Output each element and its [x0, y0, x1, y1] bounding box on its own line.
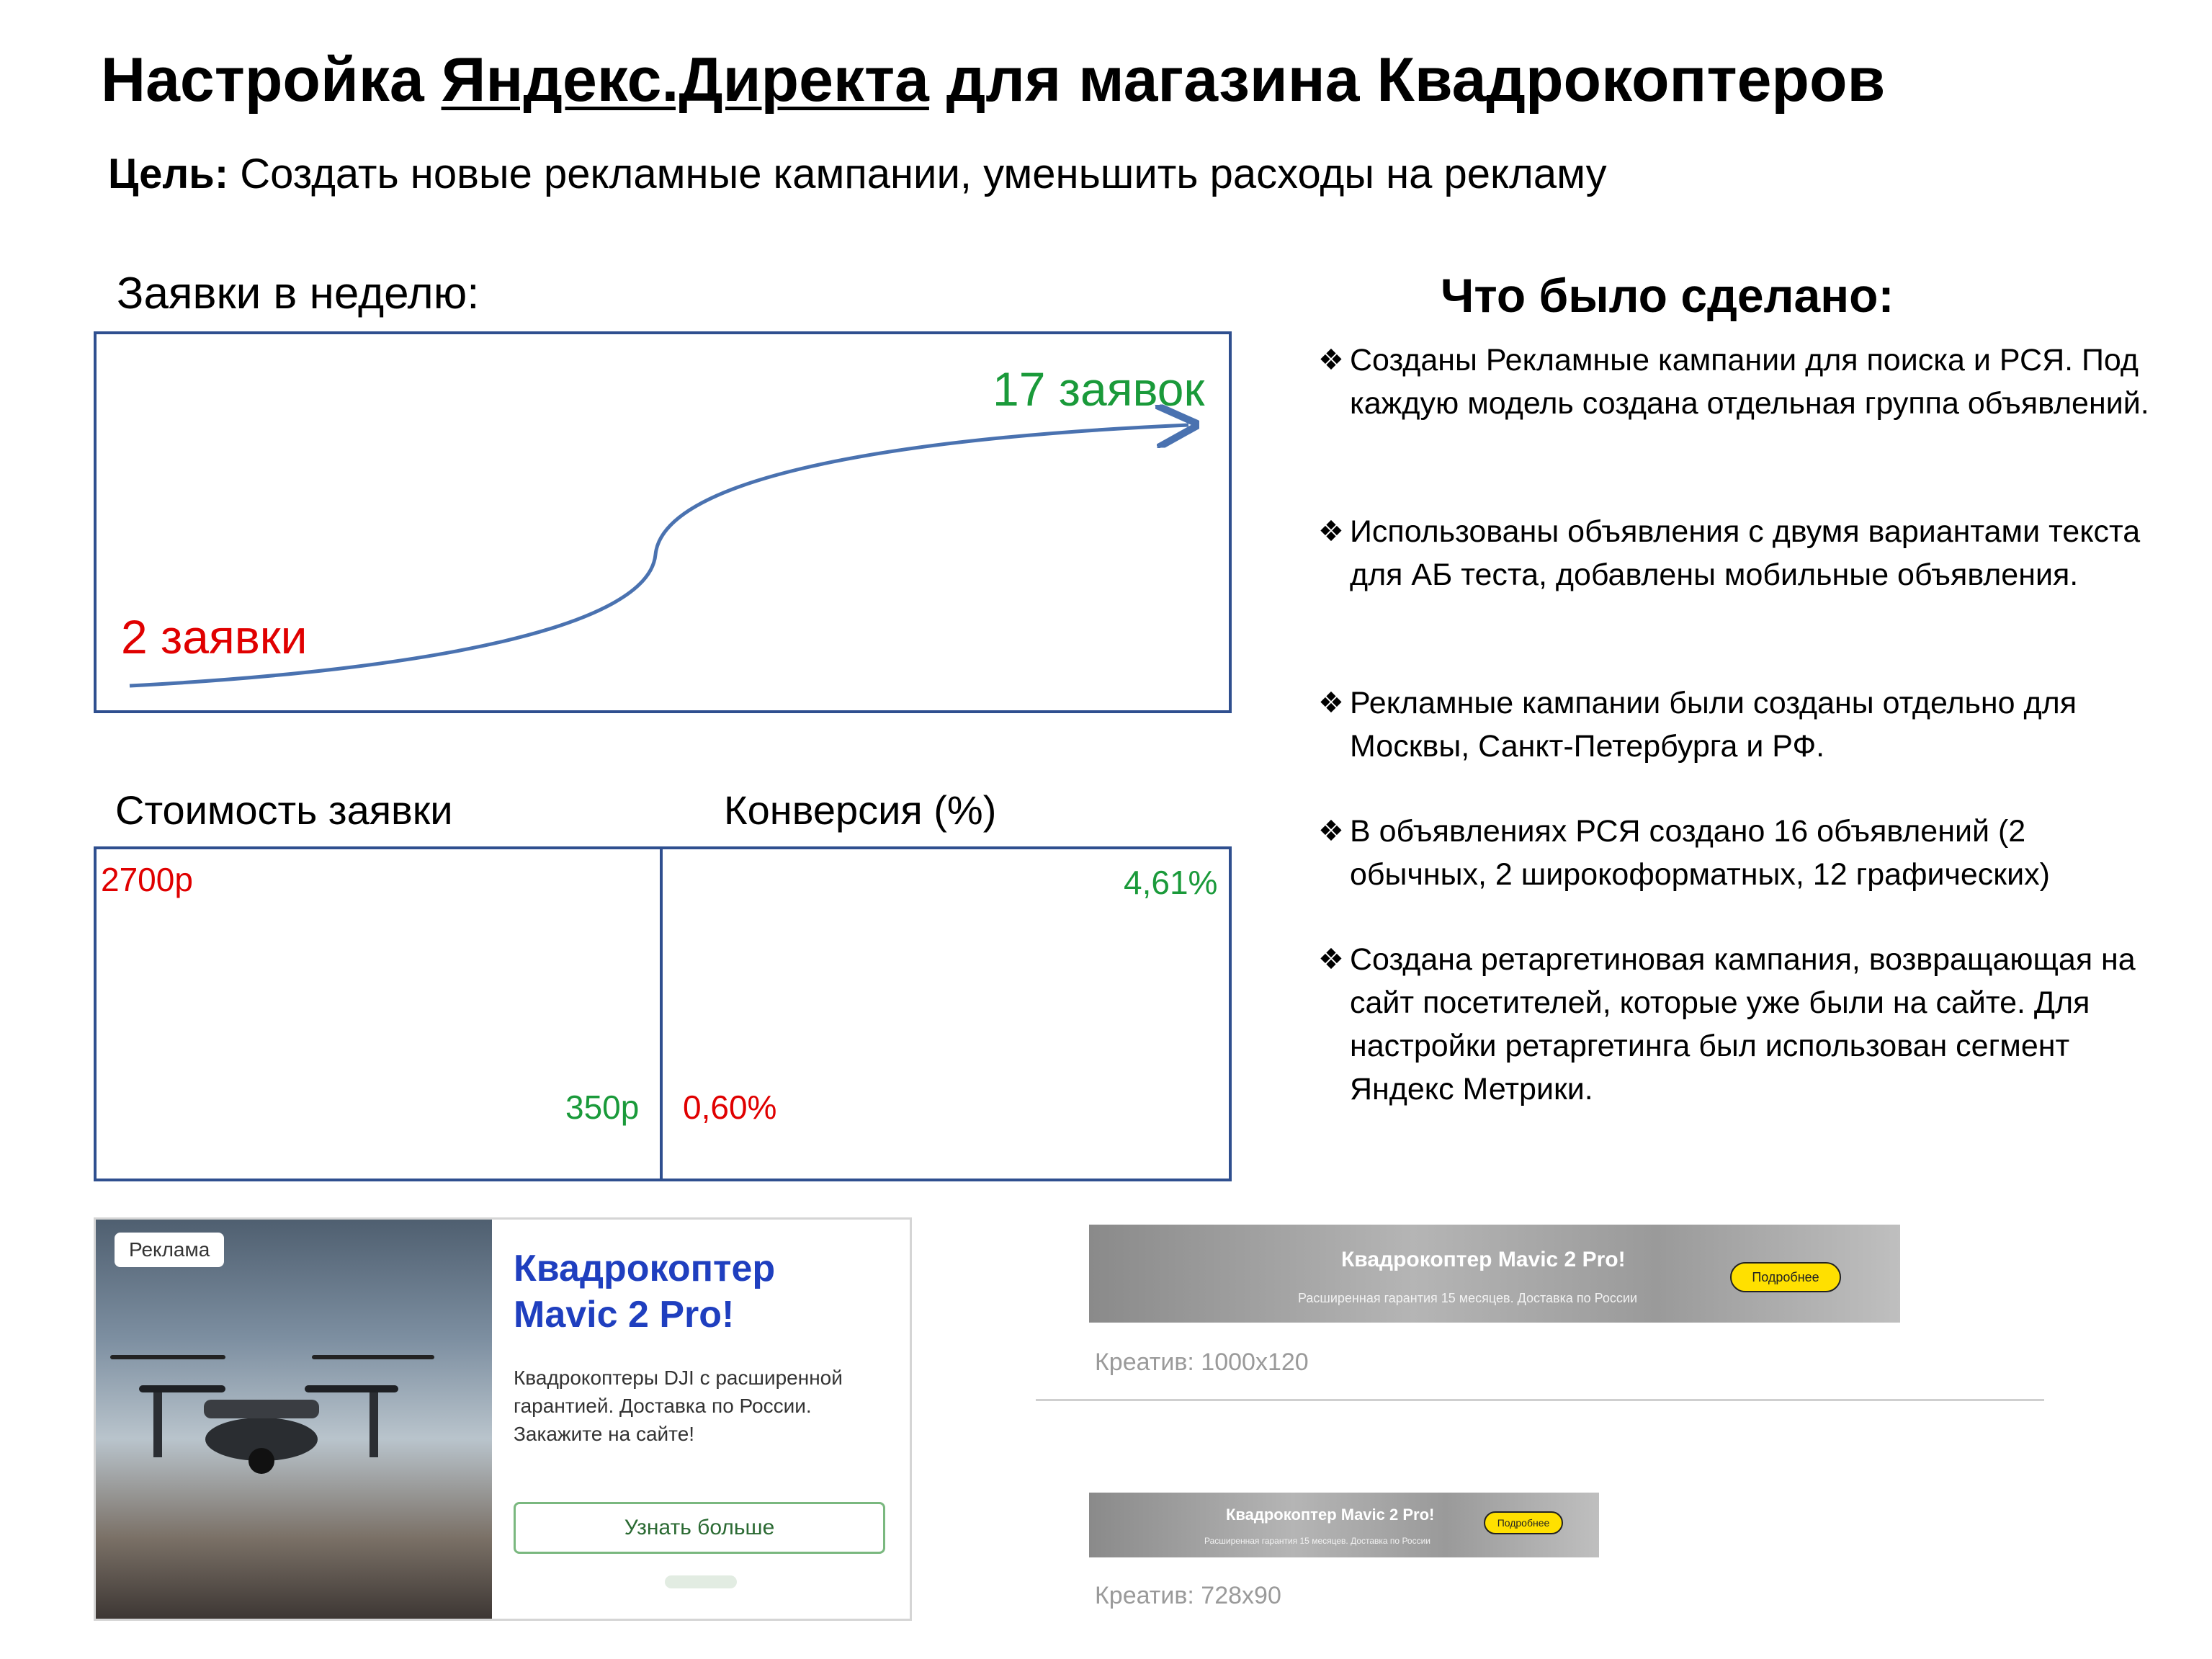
- ad-domain-blurred: [665, 1575, 737, 1588]
- conversion-label: Конверсия (%): [724, 787, 997, 833]
- conversion-start-value: 0,60%: [683, 1088, 777, 1126]
- weekly-start-value: 2 заявки: [121, 610, 308, 663]
- diamond-bullet-icon: ❖: [1318, 344, 1344, 376]
- cost-conversion-frame: [94, 846, 1232, 1181]
- drone-photo: [96, 1220, 492, 1619]
- banner-728x90[interactable]: [1089, 1493, 1599, 1557]
- title-part3: для магазина Квадрокоптеров: [928, 45, 1886, 115]
- goal-label: Цель:: [108, 151, 229, 197]
- divider: [660, 848, 663, 1180]
- banner-subtitle: Расширенная гарантия 15 месяцев. Доставка по России: [1204, 1536, 1430, 1546]
- diamond-bullet-icon: ❖: [1318, 944, 1344, 975]
- cost-label: Стоимость заявки: [115, 787, 453, 833]
- done-item: ❖ Созданы Рекламные кампании для поиска и РСЯ. Под каждую модель создана отдельная группа объявлений.: [1318, 339, 2168, 425]
- title-part2-underlined: Яндекс.Директа: [441, 45, 929, 115]
- conversion-end-value: 4,61%: [1124, 864, 1218, 901]
- ad-example: [94, 1217, 912, 1621]
- banner-1000x120[interactable]: [1089, 1225, 1900, 1323]
- title-part1: Настройка: [101, 45, 442, 115]
- done-item: ❖ В объявлениях РСЯ создано 16 объявлений (2 обычных, 2 широкоформатных, 12 графических): [1318, 810, 2168, 896]
- diamond-bullet-icon: ❖: [1318, 687, 1344, 719]
- banner-caption: Креатив: 1000x120: [1095, 1349, 1309, 1376]
- banner-more-button[interactable]: Подробнее: [1484, 1511, 1563, 1534]
- weekly-end-value: 17 заявок: [993, 362, 1205, 416]
- diamond-bullet-icon: ❖: [1318, 516, 1344, 547]
- diamond-bullet-icon: ❖: [1318, 815, 1344, 847]
- separator: [1036, 1399, 2044, 1401]
- weekly-label: Заявки в неделю:: [117, 269, 480, 318]
- banner-title: Квадрокоптер Mavic 2 Pro!: [1226, 1506, 1435, 1524]
- drone-icon: [96, 1220, 492, 1619]
- cost-end-value: 350р: [565, 1088, 640, 1126]
- goal-text: Создать новые рекламные кампании, уменьшить расходы на рекламу: [228, 151, 1607, 197]
- learn-more-button[interactable]: Узнать больше: [514, 1502, 885, 1554]
- ad-headline[interactable]: Квадрокоптер Mavic 2 Pro!: [514, 1248, 776, 1336]
- done-title: Что было сделано:: [1441, 269, 1894, 322]
- done-item: ❖ Использованы объявления с двумя вариантами текста для АБ теста, добавлены мобильные объявления.: [1318, 510, 2168, 596]
- done-item: ❖ Создана ретаргетиновая кампания, возвращающая на сайт посетителей, которые уже были на сайте. Для настройки ретаргетинга был использован сегмент Яндекс Метрики.: [1318, 938, 2168, 1111]
- done-item: ❖ Рекламные кампании были созданы отдельно для Москвы, Санкт-Петербурга и РФ.: [1318, 681, 2168, 768]
- banner-caption: Креатив: 728x90: [1095, 1582, 1281, 1609]
- banner-title: Квадрокоптер Mavic 2 Pro!: [1341, 1248, 1626, 1271]
- ad-description: Квадрокоптеры DJI с расширенной гарантией. Доставка по России. Закажите на сайте!: [514, 1367, 843, 1445]
- banner-subtitle: Расширенная гарантия 15 месяцев. Доставка по России: [1298, 1291, 1637, 1305]
- cost-start-value: 2700р: [101, 861, 193, 898]
- banner-more-button[interactable]: Подробнее: [1730, 1262, 1841, 1292]
- ad-tag: Реклама: [115, 1233, 224, 1267]
